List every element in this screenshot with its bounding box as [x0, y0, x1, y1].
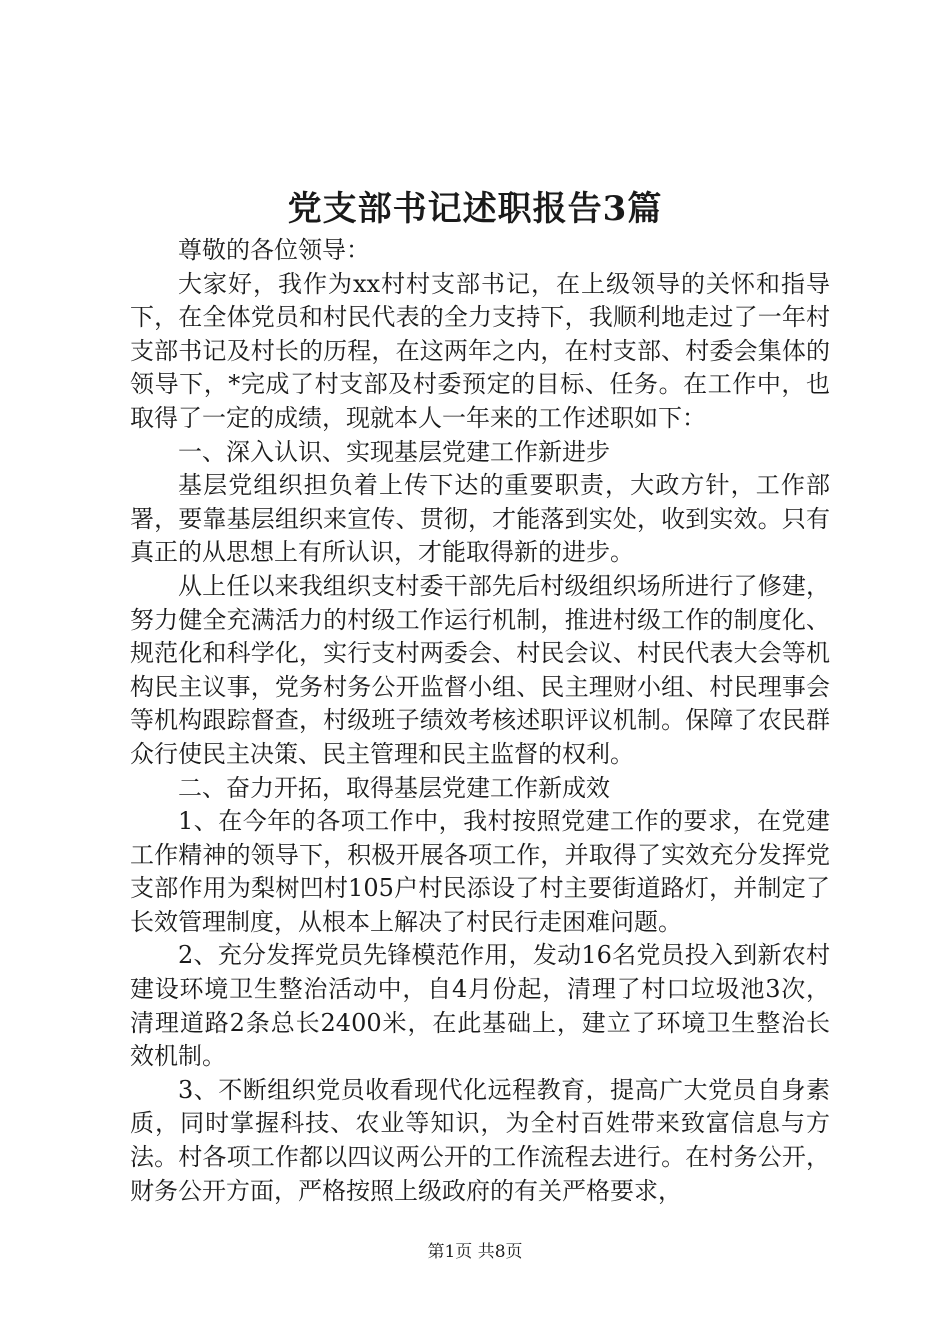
- section-heading-1: 一、深入认识、实现基层党建工作新进步: [178, 437, 610, 466]
- body-paragraph: 基层党组织担负着上传下达的重要职责，大政方针，工作部署，要靠基层组织来宣传、贯彻，才能落到实处，收到实效。只有真正的从思想上有所认识，才能取得新的进步。: [130, 471, 830, 567]
- document-body: [130, 234, 830, 1208]
- page-number-footer: 第1页 共8页: [427, 1242, 523, 1262]
- list-item-1: 1、在今年的各项工作中，我村按照党建工作的要求，在党建工作精神的领导下，积极开展各项工作，并取得了实效充分发挥党支部作用为梨树凹村105户村民添设了村主要街道路灯，并制定了长效管理制度，从根本上解决了村民行走困难问题。: [130, 807, 830, 936]
- document-title: 党支部书记述职报告3篇: [287, 189, 663, 229]
- body-paragraph: 从上任以来我组织支村委干部先后村级组织场所进行了修建，努力健全充满活力的村级工作运行机制，推进村级工作的制度化、规范化和科学化，实行支村两委会、村民会议、村民代表大会等机构民主议事，党务村务公开监督小组、民主理财小组、村民理事会等机构跟踪督查，村级班子绩效考核述职评议机制。保障了农民群众行使民主决策、民主管理和民主监督的权利。: [130, 571, 830, 768]
- intro-paragraph: 大家好，我作为xx村村支部书记，在上级领导的关怀和指导下，在全体党员和村民代表的全力支持下，我顺利地走过了一年村支部书记及村长的历程，在这两年之内，在村支部、村委会集体的领导下，*完成了村支部及村委预定的目标、任务。在工作中，也取得了一定的成绩，现就本人一年来的工作述职如下：: [130, 269, 830, 432]
- salutation: 尊敬的各位领导：: [178, 236, 370, 264]
- section-heading-2: 二、奋力开拓，取得基层党建工作新成效: [178, 773, 610, 802]
- list-item-3: 3、不断组织党员收看现代化远程教育，提高广大党员自身素质，同时掌握科技、农业等知识，为全村百姓带来致富信息与方法。村各项工作都以四议两公开的工作流程去进行。在村务公开，财务公开方面，严格按照上级政府的有关严格要求，: [130, 1075, 830, 1205]
- list-item-2: 2、充分发挥党员先锋模范作用，发动16名党员投入到新农村建设环境卫生整治活动中，自4月份起，清理了村口垃圾池3次，清理道路2条总长2400米，在此基础上，建立了环境卫生整治长效机制。: [130, 941, 830, 1071]
